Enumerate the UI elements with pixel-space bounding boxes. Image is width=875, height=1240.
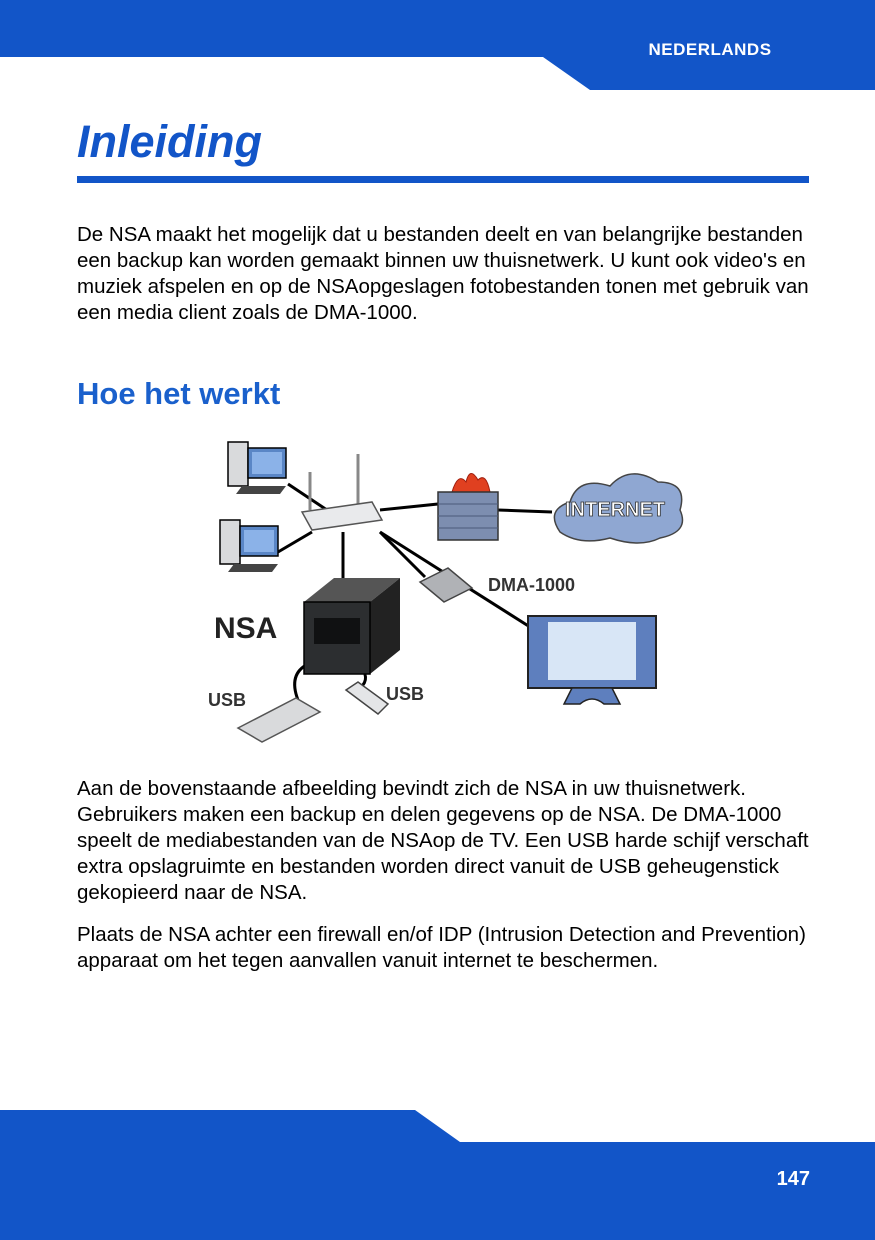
network-diagram	[200, 432, 690, 752]
computer-icon	[228, 442, 286, 494]
dma-label: DMA-1000	[488, 575, 576, 595]
footer-band	[0, 1110, 875, 1240]
section-title: Hoe het werkt	[77, 376, 281, 411]
usb-left-label: USB	[208, 690, 247, 710]
computer-icon	[220, 520, 278, 572]
page-title: Inleiding	[77, 116, 262, 167]
body-paragraph: Aan de bovenstaande afbeelding bevindt zich de NSA in uw thuisnetwerk. Gebruikers maken een backup en delen gegevens op de NSA. De DMA-1000 speelt de mediabestanden van de NSAop de TV. Een USB harde schijf verschaft extra opslagruimte en bestanden worden direct vanuit de USB geheugenstick gekopieerd naar de NSA.	[77, 777, 809, 904]
media-client-icon	[420, 568, 472, 602]
tv-icon	[528, 616, 656, 704]
firewall-icon	[438, 473, 498, 540]
body-paragraph: Plaats de NSA achter een firewall en/of IDP (Intrusion Detection and Prevention) apparaat om het tegen aanvallen vanuit internet te beschermen.	[77, 923, 806, 972]
nsa-device-icon	[304, 578, 400, 674]
intro-paragraph: De NSA maakt het mogelijk dat u bestanden deelt en van belangrijke bestanden een backup kan worden gemaakt binnen uw thuisnetwerk. U kunt ook video's en muziek afspelen en op de NSAopgeslagen fotobestanden tonen met gebruik van een media client zoals de DMA-1000.	[77, 223, 809, 324]
router-icon	[302, 454, 382, 530]
usb-right-label: USB	[386, 684, 425, 704]
nsa-label: NSA	[214, 612, 278, 645]
internet-label: INTERNET	[565, 499, 665, 521]
language-label: NEDERLANDS	[648, 40, 772, 59]
title-rule	[77, 176, 809, 183]
page-number: 147	[776, 1168, 810, 1190]
usb-stick-icon	[346, 682, 388, 714]
usb-hard-drive-icon	[238, 698, 320, 742]
